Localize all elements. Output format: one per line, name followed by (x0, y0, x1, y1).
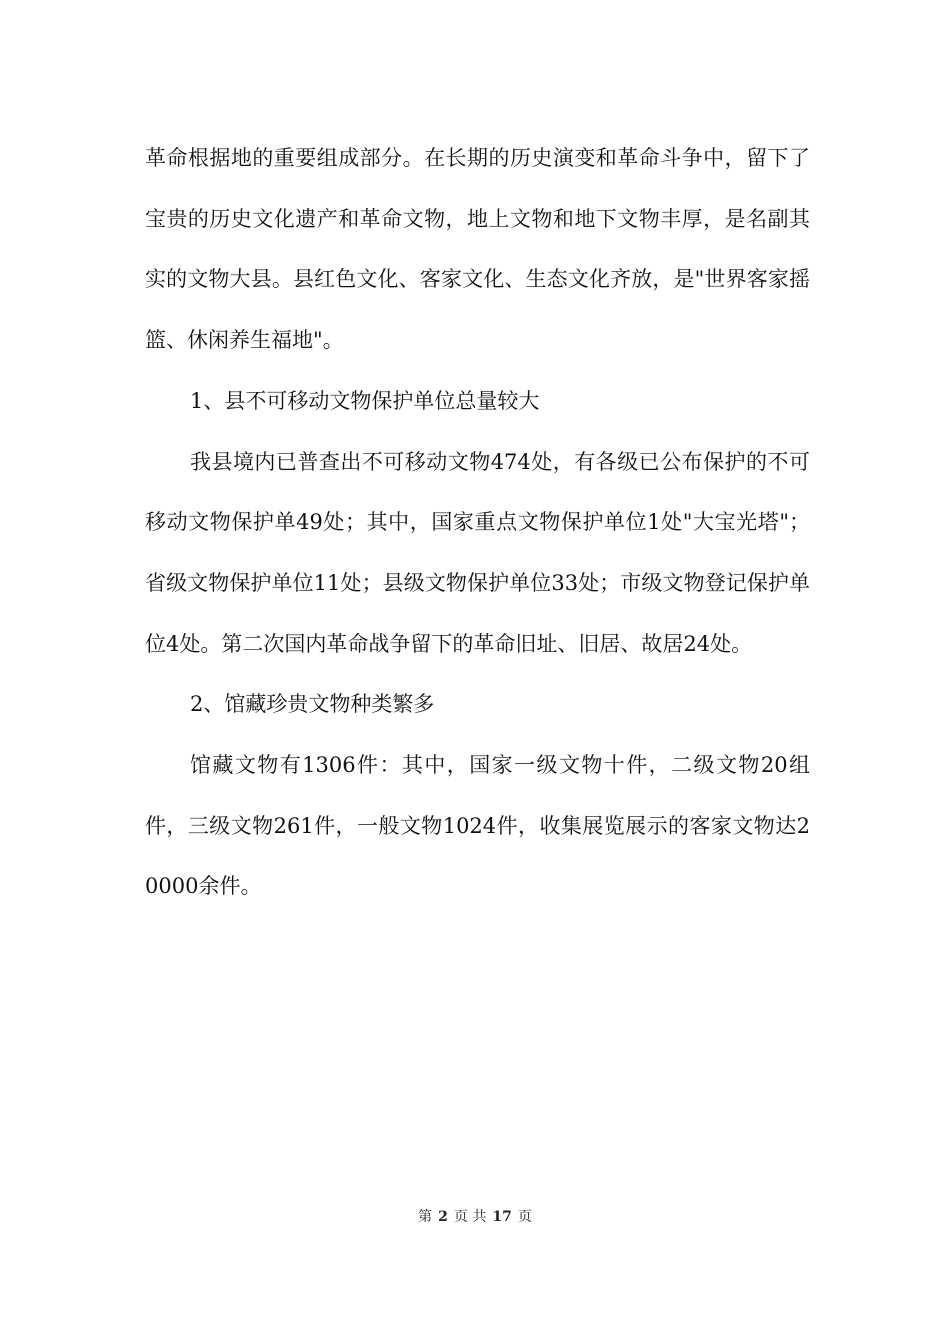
paragraph-collection-relics: 馆藏文物有1306件：其中，国家一级文物十件，二级文物20组件，三级文物261件，一般文物1024件，收集展览展示的客家文物达20000余件。 (145, 753, 810, 899)
page-footer (0, 1206, 950, 1228)
section-heading-immovable-relics: 1、县不可移动文物保护单位总量较大 (190, 388, 540, 413)
section-heading-collection-relics: 2、馆藏珍贵文物种类繁多 (190, 692, 435, 717)
paragraph-immovable-relics: 我县境内已普查出不可移动文物474处，有各级已公布保护的不可移动文物保护单49处；其中，国家重点文物保护单位1处"大宝光塔"；省级文物保护单位11处；县级文物保护单位33处；市级文物登记保护单位4处。第二次国内革命战争留下的革命旧址、旧居、故居24处。 (145, 449, 810, 656)
paragraph-intro: 革命根据地的重要组成部分。在长期的历史演变和革命斗争中，留下了宝贵的历史文化遗产和革命文物，地上文物和地下文物丰厚，是名副其实的文物大县。县红色文化、客家文化、生态文化齐放，是"世界客家摇篮、休闲养生福地"。 (145, 146, 810, 353)
footer-page-prefix: 第 (418, 1209, 433, 1225)
footer-current-page: 2 (438, 1209, 448, 1225)
footer-total-pages: 17 (492, 1209, 512, 1225)
page-body (145, 128, 810, 917)
footer-page-mid: 页 共 (453, 1209, 487, 1225)
footer-page-suffix: 页 (517, 1209, 532, 1225)
